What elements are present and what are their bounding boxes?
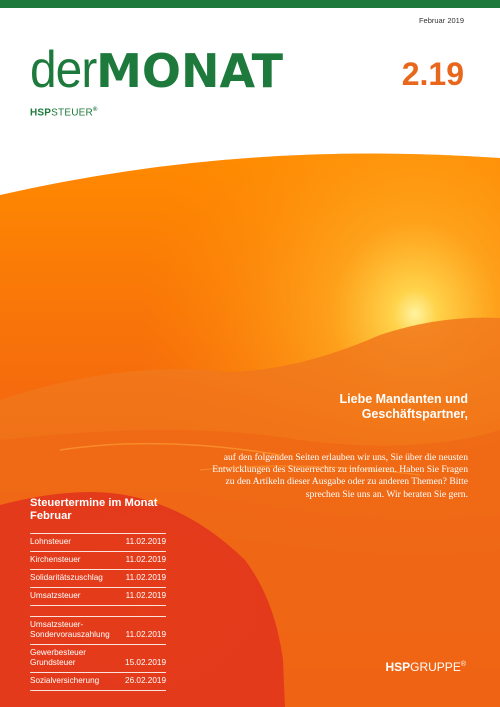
tax-label: Umsatzsteuer xyxy=(30,591,81,600)
tax-label: Sozialversicherung xyxy=(30,676,100,685)
tax-dates-panel xyxy=(30,497,166,691)
logo-monat: MONAT xyxy=(96,44,283,98)
tax-label: Umsatzsteuer- Sondervorauszahlung xyxy=(30,620,110,639)
tax-date: 11.02.2019 xyxy=(125,591,166,600)
tax-date: 15.02.2019 xyxy=(125,658,166,667)
tax-date: 11.02.2019 xyxy=(125,555,166,564)
sub-brand xyxy=(30,107,98,118)
tax-label: Solidaritätszuschlag xyxy=(30,573,103,582)
logo xyxy=(30,40,283,99)
tax-date: 11.02.2019 xyxy=(125,630,166,639)
letter-body: auf den folgenden Seiten erlauben wir uns, Sie über die neusten Entwicklungen des Steuerrechts zu informieren. Haben Sie Fragen zu den Artikeln dieser Ausgabe oder zu anderen Themen? Bitte sprechen Sie uns an. Wir beraten Sie gern. xyxy=(212,452,468,500)
tax-label: Kirchensteuer xyxy=(30,555,81,564)
tax-dates-title: Steuertermine im Monat Februar xyxy=(30,497,158,522)
sub-brand-mark: ® xyxy=(92,107,98,113)
footer-brand-mark: ® xyxy=(460,661,466,668)
tax-label: Lohnsteuer xyxy=(30,537,71,546)
footer-brand xyxy=(385,660,466,674)
issue-date: Februar 2019 xyxy=(418,16,464,25)
sub-brand-bold: HSP xyxy=(30,107,52,119)
footer-brand-rest: GRUPPE xyxy=(410,660,461,674)
tax-date-row xyxy=(30,616,166,644)
tax-date-row xyxy=(30,587,166,606)
tax-label: Gewerbesteuer Grundsteuer xyxy=(30,648,86,667)
tax-date: 11.02.2019 xyxy=(125,573,166,582)
tax-date: 11.02.2019 xyxy=(125,537,166,546)
logo-der: der xyxy=(30,41,97,99)
tax-date-row xyxy=(30,569,166,587)
footer-brand-bold: HSP xyxy=(385,660,411,674)
tax-date-row xyxy=(30,672,166,691)
letter-greeting: Liebe Mandanten und Geschäftspartner, xyxy=(339,392,468,421)
tax-date-row xyxy=(30,644,166,672)
issue-number: 2.19 xyxy=(401,56,464,92)
sub-brand-rest: STEUER xyxy=(51,107,93,119)
tax-date-row xyxy=(30,551,166,569)
tax-date-row xyxy=(30,533,166,551)
tax-date: 26.02.2019 xyxy=(125,676,166,685)
